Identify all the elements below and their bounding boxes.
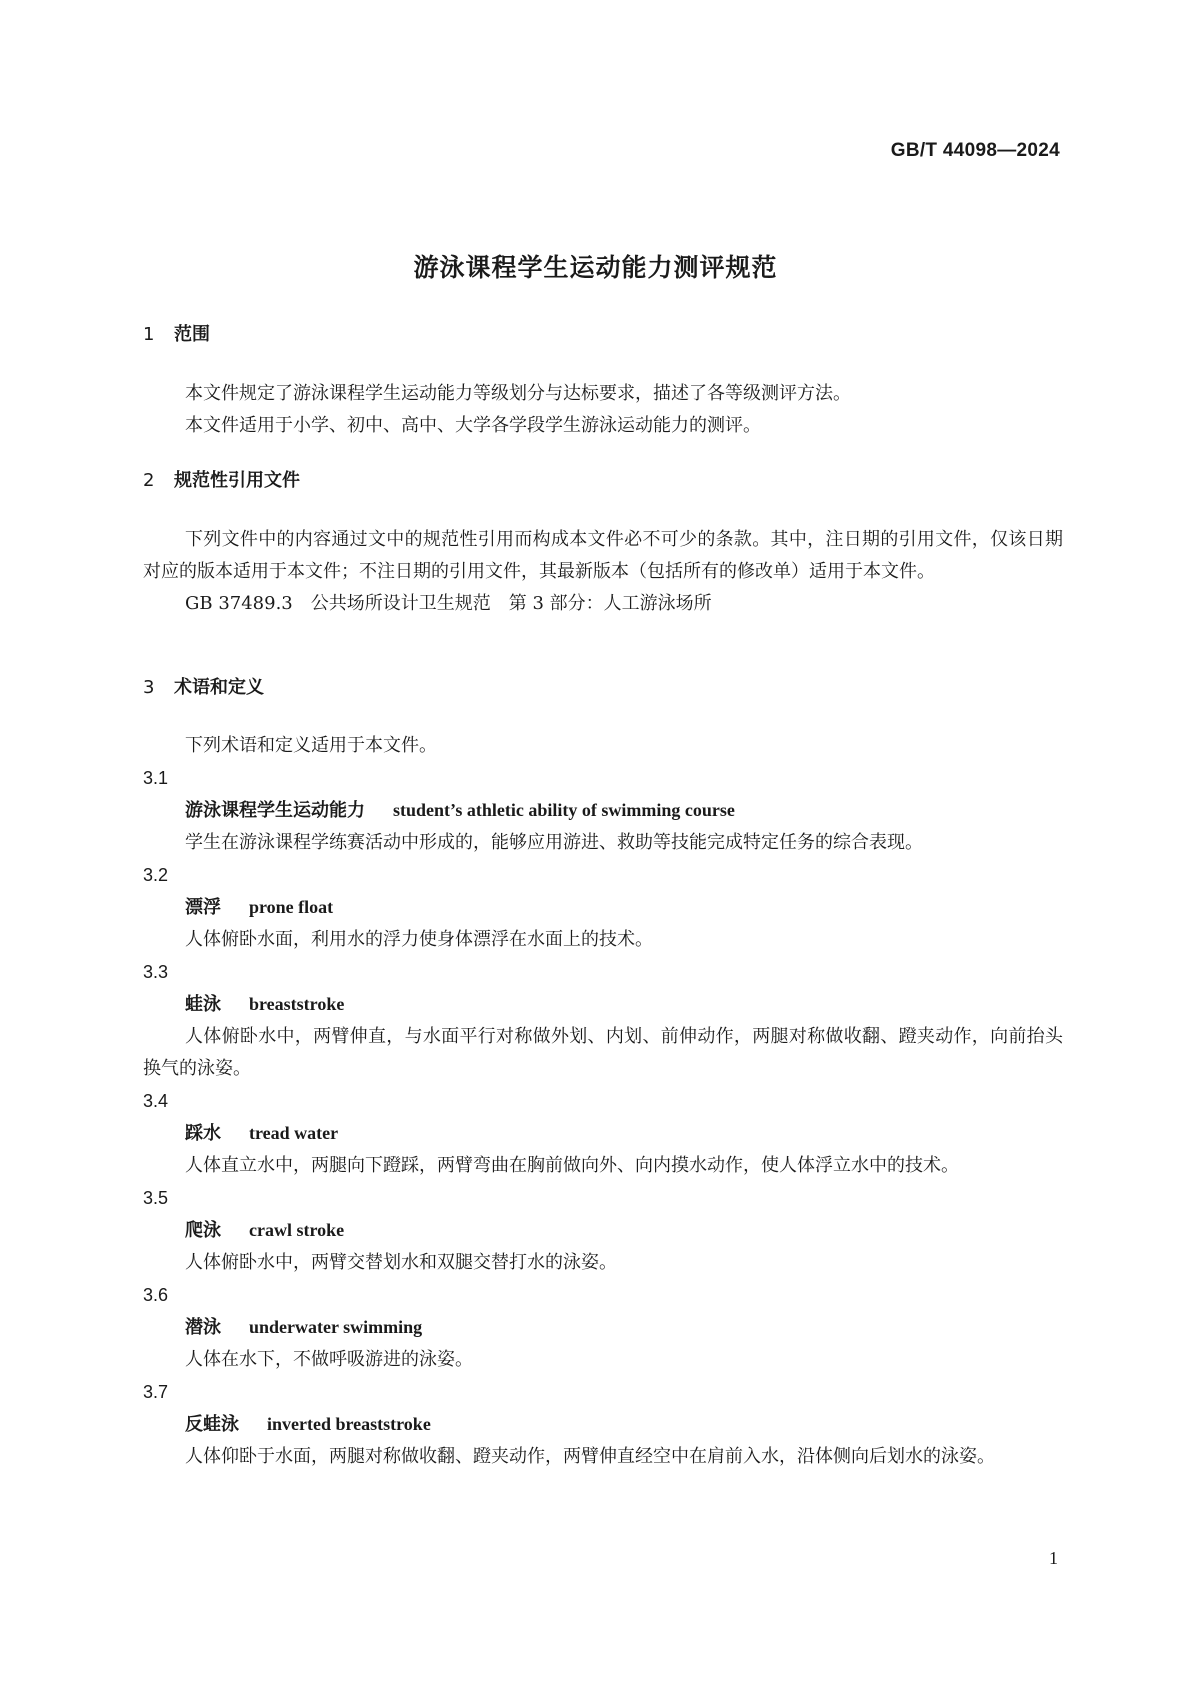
section-scope — [143, 320, 1063, 350]
term-heading — [143, 1408, 1063, 1441]
term-entry — [143, 1182, 1063, 1279]
term-number: 3.1 — [143, 768, 169, 788]
term-heading — [143, 891, 1063, 924]
section-scope-body — [143, 378, 1063, 442]
section-number: 3 — [143, 677, 155, 698]
term-heading — [143, 1311, 1063, 1344]
term-number: 3.2 — [143, 865, 169, 885]
section-title: 规范性引用文件 — [174, 470, 300, 491]
term-english: underwater swimming — [249, 1317, 423, 1337]
term-number: 3.4 — [143, 1091, 169, 1111]
term-definition: 人体仰卧于水面，两腿对称做收翻、蹬夹动作，两臂伸直经空中在肩前入水，沿体侧向后划水的泳姿。 — [185, 1446, 995, 1467]
term-chinese: 蛙泳 — [185, 994, 221, 1015]
section-title: 范围 — [174, 324, 210, 345]
term-english: student’s athletic ability of swimming course — [393, 800, 735, 820]
section-title: 术语和定义 — [174, 677, 264, 698]
paragraph: 下列术语和定义适用于本文件。 — [185, 735, 437, 756]
term-number: 3.7 — [143, 1382, 169, 1402]
reference-item: GB 37489.3 公共场所设计卫生规范 第 3 部分：人工游泳场所 — [185, 593, 712, 614]
term-heading — [143, 1214, 1063, 1247]
term-english: crawl stroke — [249, 1220, 345, 1240]
term-entry — [143, 1085, 1063, 1182]
section-number: 2 — [143, 470, 155, 491]
section-heading — [143, 320, 1063, 350]
term-definition: 人体俯卧水面，利用水的浮力使身体漂浮在水面上的技术。 — [185, 929, 653, 950]
standard-code: GB/T 44098—2024 — [890, 140, 1060, 161]
term-heading — [143, 1117, 1063, 1150]
paragraph: 本文件规定了游泳课程学生运动能力等级划分与达标要求，描述了各等级测评方法。 — [185, 383, 851, 404]
term-chinese: 爬泳 — [185, 1220, 221, 1241]
term-heading — [143, 988, 1063, 1021]
term-english: inverted breaststroke — [267, 1414, 431, 1434]
section-heading — [143, 466, 1063, 496]
term-english: tread water — [249, 1123, 339, 1143]
term-chinese: 反蛙泳 — [185, 1414, 239, 1435]
section-number: 1 — [143, 324, 155, 345]
term-number: 3.6 — [143, 1285, 169, 1305]
term-heading — [143, 794, 1063, 827]
term-entry — [143, 956, 1063, 1085]
paragraph: 本文件适用于小学、初中、高中、大学各学段学生游泳运动能力的测评。 — [185, 415, 761, 436]
term-chinese: 游泳课程学生运动能力 — [185, 800, 365, 821]
term-chinese: 踩水 — [185, 1123, 221, 1144]
term-entry — [143, 1376, 1063, 1473]
term-entry — [143, 1279, 1063, 1376]
term-number: 3.3 — [143, 962, 169, 982]
page-number: 1 — [1049, 1548, 1058, 1568]
document-title: 游泳课程学生运动能力测评规范 — [413, 253, 778, 282]
term-english: breaststroke — [249, 994, 345, 1014]
term-definition: 人体在水下，不做呼吸游进的泳姿。 — [185, 1349, 473, 1370]
term-definition: 人体俯卧水中，两臂伸直，与水面平行对称做外划、内划、前伸动作，两腿对称做收翻、蹬夹动作，向前抬头换气的泳姿。 — [143, 1026, 1063, 1079]
term-number: 3.5 — [143, 1188, 169, 1208]
term-definition: 人体直立水中，两腿向下蹬踩，两臂弯曲在胸前做向外、向内摸水动作，使人体浮立水中的技术。 — [185, 1155, 959, 1176]
section-normative-references — [143, 466, 1063, 496]
term-definition: 学生在游泳课程学练赛活动中形成的，能够应用游进、救助等技能完成特定任务的综合表现。 — [185, 832, 923, 853]
term-chinese: 潜泳 — [185, 1317, 221, 1338]
term-english: prone float — [249, 897, 334, 917]
section-terms-body — [143, 730, 1063, 1473]
term-entry — [143, 859, 1063, 956]
term-definition: 人体俯卧水中，两臂交替划水和双腿交替打水的泳姿。 — [185, 1252, 617, 1273]
term-entry — [143, 762, 1063, 859]
term-chinese: 漂浮 — [185, 897, 221, 918]
section-terms — [143, 673, 1063, 703]
paragraph: 下列文件中的内容通过文中的规范性引用而构成本文件必不可少的条款。其中，注日期的引用文件，仅该日期对应的版本适用于本文件；不注日期的引用文件，其最新版本（包括所有的修改单）适用于本文件。 — [143, 529, 1063, 582]
section-heading — [143, 673, 1063, 703]
section-normative-references-body — [143, 524, 1063, 620]
